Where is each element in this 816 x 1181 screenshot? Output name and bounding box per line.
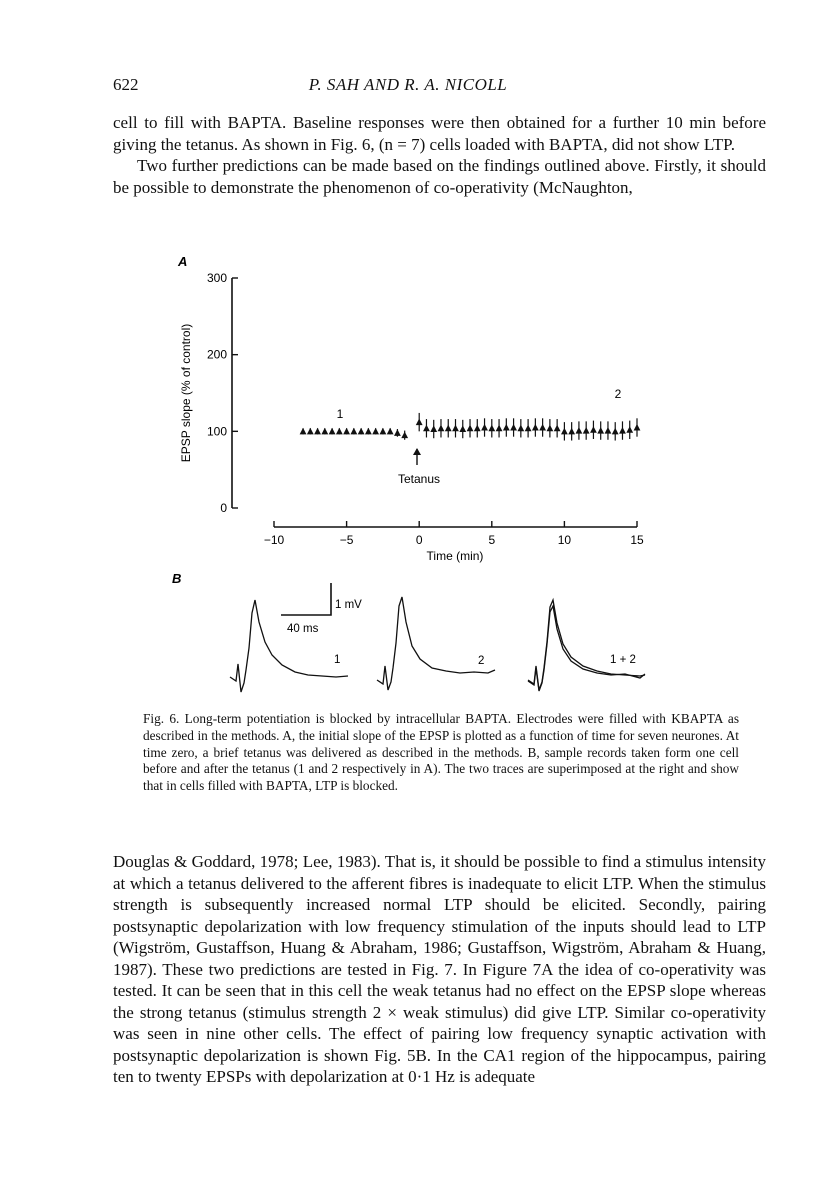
data-point (438, 425, 445, 432)
data-point (343, 428, 350, 435)
data-point (503, 424, 510, 431)
data-point (488, 425, 495, 432)
data-point (590, 426, 597, 433)
x-tick-label: 10 (557, 533, 572, 547)
scale-bar-time-label: 40 ms (287, 623, 319, 635)
data-point (416, 419, 423, 426)
panel-b-label: B (172, 571, 182, 586)
body-text-bottom (113, 851, 766, 1088)
x-tick-label: −10 (263, 533, 285, 547)
data-point (568, 428, 575, 435)
data-point (380, 428, 387, 435)
paragraph: cell to fill with BAPTA. Baseline responses were then obtained for a further 10 min before giving the tetanus. As shown in Fig. 6, (n = 7) cells loaded with BAPTA, did not show LTP. (113, 113, 766, 154)
scale-bar (281, 583, 331, 615)
data-point (612, 428, 619, 435)
paragraph: Two further predictions can be made based on the findings outlined above. Firstly, it should be possible to demonstrate the phenomenon of co-operativity (McNaughton, (113, 156, 766, 197)
data-point (467, 425, 474, 432)
data-point (365, 428, 372, 435)
trace-superimposed-label: 1 + 2 (610, 654, 636, 666)
data-point (459, 425, 466, 432)
x-tick-label: 15 (630, 533, 644, 547)
data-point (605, 427, 612, 434)
data-point (510, 424, 517, 431)
body-text-top (113, 112, 766, 198)
data-point (539, 424, 546, 431)
panel-a-label: A (178, 254, 188, 269)
tetanus-label: Tetanus (397, 472, 441, 486)
data-point (314, 428, 321, 435)
page-number: 622 (113, 75, 139, 94)
data-point (430, 425, 437, 432)
figure-svg (150, 250, 690, 700)
y-tick-label: 300 (206, 271, 227, 285)
data-point (372, 428, 379, 435)
data-point (321, 428, 328, 435)
data-point (336, 428, 343, 435)
data-point (554, 425, 561, 432)
data-point (452, 425, 459, 432)
data-point (474, 425, 481, 432)
data-point (626, 426, 633, 433)
data-point (525, 425, 532, 432)
data-point (329, 428, 336, 435)
data-points (300, 413, 641, 441)
trace-superimposed (528, 600, 645, 691)
data-point (597, 427, 604, 434)
data-point (546, 425, 553, 432)
trace-2 (377, 597, 495, 690)
data-point (561, 428, 568, 435)
data-point (350, 428, 357, 435)
data-point (358, 428, 365, 435)
data-point (532, 424, 539, 431)
x-axis-label: Time (min) (426, 549, 484, 563)
data-point (576, 427, 583, 434)
paragraph: Douglas & Goddard, 1978; Lee, 1983). That is, it should be possible to find a stimulus intensity at which a tetanus delivered to the afferent fibres is inadequate to elicit LTP. When the stimulus strength is subsequently increased normal LTP should be elicited. Secondly, pairing postsynaptic depolarization with low frequency stimulation of the inputs should lead to LTP (Wigström, Gustaffson, Huang & Abraham, 1986; Gustaffson, Wigström, Abraham & Huang, 1987). These two predictions are tested in Fig. 7. In Figure 7A the idea of co-operativity was tested. It can be seen that in this cell the weak tetanus had no effect on the EPSP slope whereas the strong tetanus (stimulus strength 2 × weak stimulus) did give LTP. Similar co-operativity was seen in nine other cells. The effect of pairing low frequency synaptic activation with postsynaptic depolarization is shown Fig. 5B. In the CA1 region of the hippocampus, pairing ten to twenty EPSPs with depolarization at 0·1 Hz is adequate (113, 852, 766, 1086)
y-tick-label: 200 (206, 347, 227, 362)
data-point (307, 428, 314, 435)
running-head: P. SAH AND R. A. NICOLL (308, 75, 508, 94)
data-point (387, 428, 394, 435)
data-point (634, 424, 641, 431)
data-point (401, 432, 408, 439)
trace-1-label: 1 (334, 654, 341, 666)
scale-bar-voltage-label: 1 mV (335, 599, 362, 611)
figure-caption: Fig. 6. Long-term potentiation is blocked by intracellular BAPTA. Electrodes were filled with KBAPTA as described in the methods. A, the initial slope of the EPSP is plotted as a function of time for seven neurones. At time zero, a brief tetanus was delivered as described in the methods. B, sample records taken form one cell before and after the tetanus (1 and 2 respectively in A). The two traces are superimposed at the right and show that in cells filled with BAPTA, LTP is blocked. (143, 711, 739, 794)
x-tick-label: 0 (415, 533, 423, 547)
data-point (496, 425, 503, 432)
x-tick-label: 5 (488, 533, 496, 547)
data-point (423, 425, 430, 432)
data-point (481, 424, 488, 431)
data-point (445, 425, 452, 432)
tetanus-arrow-icon (413, 448, 421, 465)
y-tick-label: 100 (206, 424, 227, 439)
y-axis-label: EPSP slope (% of control) (179, 323, 193, 463)
data-point (619, 427, 626, 434)
annotation-1: 1 (336, 407, 344, 421)
trace-2-label: 2 (478, 655, 485, 667)
data-point (300, 428, 307, 435)
y-tick-label: 0 (220, 501, 227, 515)
x-ticks (264, 521, 644, 547)
y-ticks (207, 271, 238, 515)
figure-6 (150, 250, 690, 700)
data-point (517, 425, 524, 432)
data-point (394, 429, 401, 436)
annotation-2: 2 (614, 387, 622, 401)
x-tick-label: −5 (339, 533, 354, 547)
data-point (583, 427, 590, 434)
